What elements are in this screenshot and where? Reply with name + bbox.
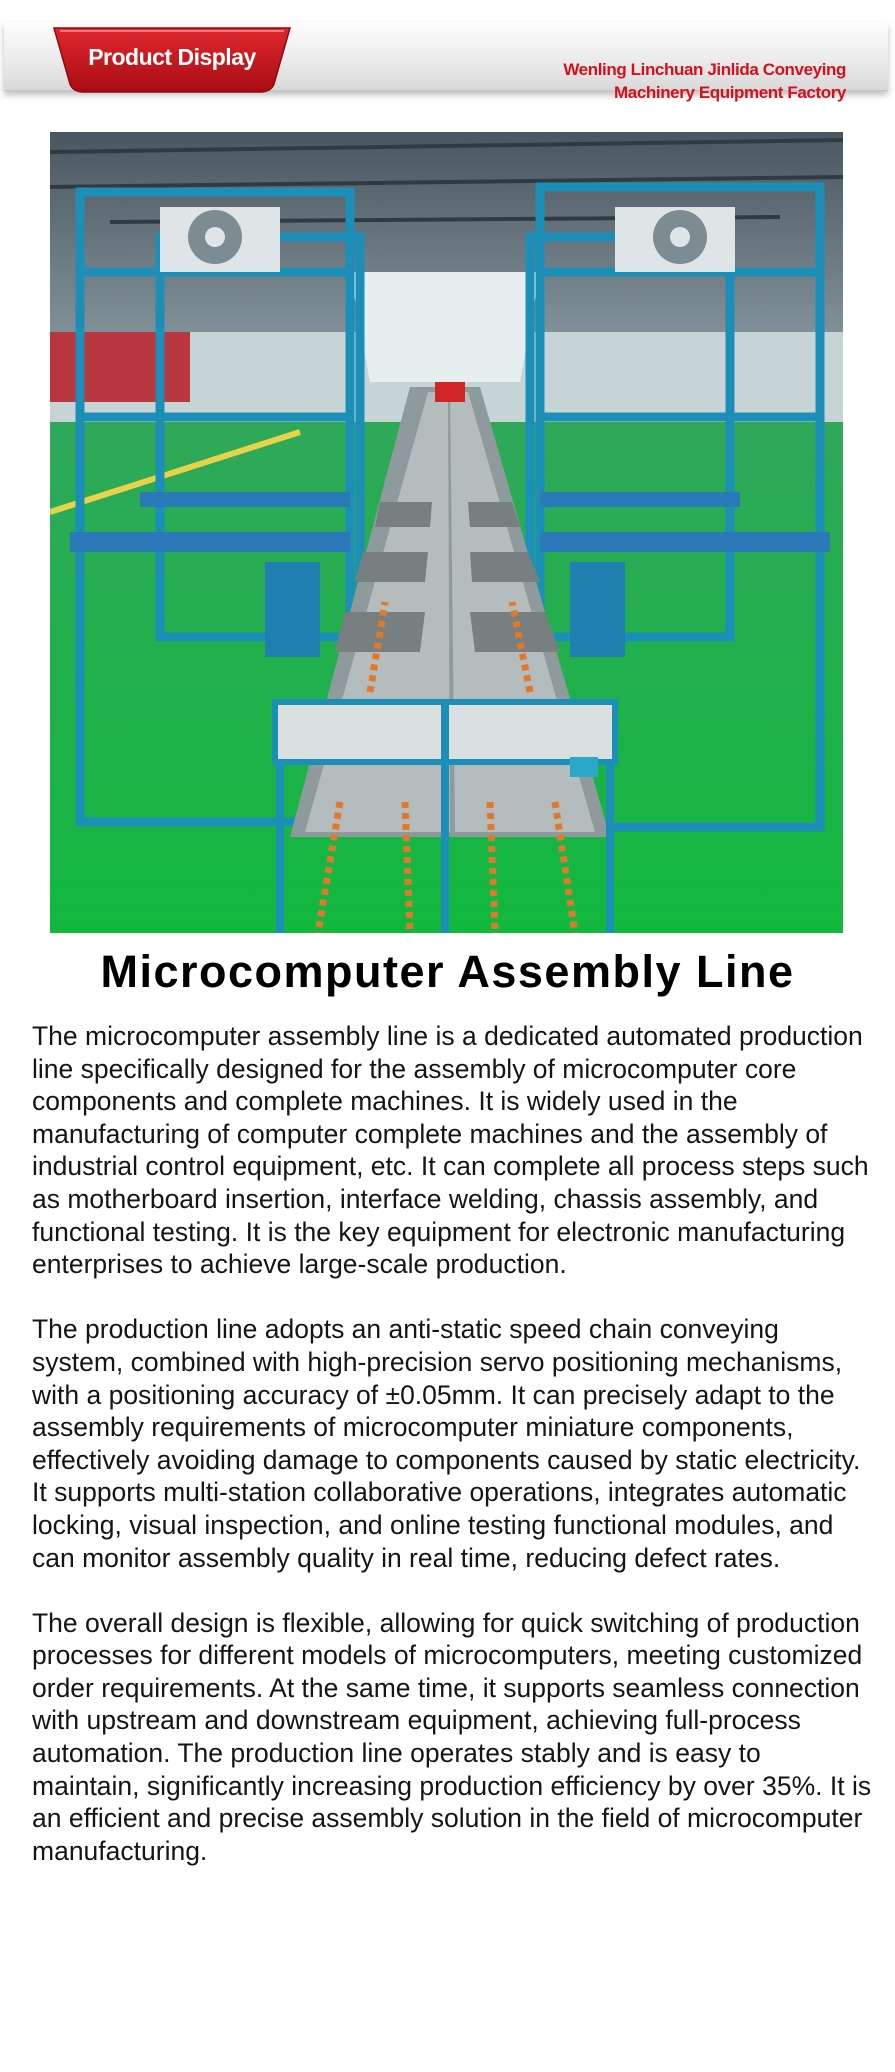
paragraph-2: The production line adopts an anti-static speed chain conveying system, combined with high-precision servo positioning mechanisms, with a positioning accuracy of ±0.05mm. It can precisely adapt to the assembly requirements of microcomputer miniature components, effectively avoiding damage to components caused by static electricity. It supports multi-station collaborative operations, integrates automatic locking, visual inspection, and online testing functional modules, and can monitor assembly quality in real time, reducing defect rates.: [32, 1314, 861, 1573]
product-photo: [50, 132, 843, 933]
description: [32, 1020, 872, 1900]
company-name-line1: Wenling Linchuan Jinlida Conveying: [563, 60, 846, 79]
company-name: [563, 58, 846, 104]
paragraph-1: The microcomputer assembly line is a dedicated automated production line specifically designed for the assembly of microcomputer core components and complete machines. It is widely used in the manufacturing of computer complete machines and the assembly of industrial control equipment, etc. It can complete all process steps such as motherboard insertion, interface welding, chassis assembly, and functional testing. It is the key equipment for electronic manufacturing enterprises to achieve large-scale production.: [32, 1021, 869, 1280]
company-name-line2: Machinery Equipment Factory: [614, 83, 846, 102]
tab-label: Product Display: [88, 44, 256, 70]
header-banner: [4, 22, 888, 102]
page-title: Microcomputer Assembly Line: [100, 946, 795, 997]
assembly-line-illustration: [50, 132, 843, 933]
product-display-tab: [52, 26, 292, 98]
paragraph-3: The overall design is flexible, allowing for quick switching of production processes for different models of microcomputers, meeting customized order requirements. At the same time, it supports seamless connection with upstream and downstream equipment, achieving full-process automation. The production line operates stably and is easy to maintain, significantly increasing production efficiency by over 35%. It is an efficient and precise assembly solution in the field of microcomputer manufacturing.: [32, 1607, 872, 1866]
